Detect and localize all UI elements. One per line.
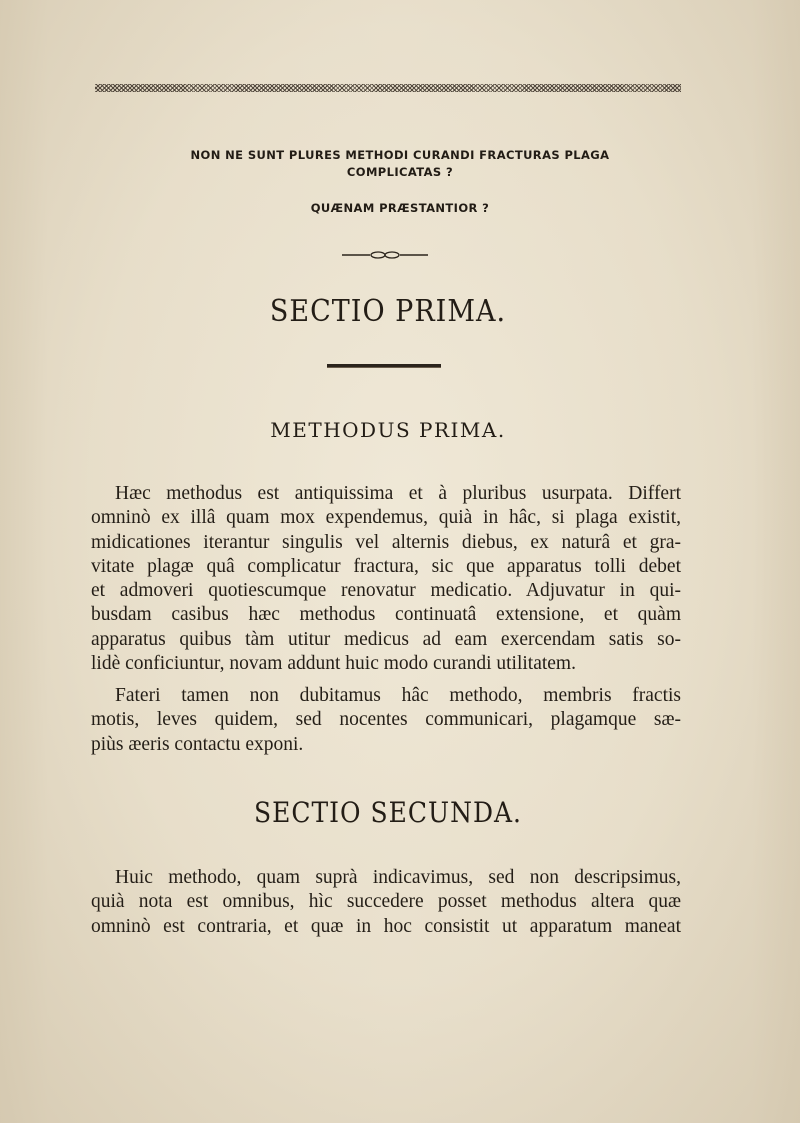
- text-line: omninò ex illâ quam mox expendemus, quià in hâc, si plaga existit,: [91, 507, 681, 529]
- text-line: quià nota est omnibus, hìc succedere posset methodus altera quæ: [91, 891, 681, 913]
- paragraph-2: [91, 684, 681, 757]
- text-line: Hæc methodus est antiquissima et à pluribus usurpata. Differt: [115, 483, 681, 504]
- text-line: midicationes iterantur singulis vel alternis diebus, ex naturâ et gra-: [91, 531, 681, 553]
- paragraph-3: [91, 866, 681, 939]
- text-line: Fateri tamen non dubitamus hâc methodo, membris fractis: [115, 685, 681, 706]
- question-subheading: QUÆNAM PRÆSTANTIOR ?: [310, 201, 490, 215]
- text-line: omninò est contraria, et quæ in hoc consistit ut apparatum maneat: [91, 915, 681, 937]
- section-title-secunda: SECTIO SECUNDA.: [254, 796, 522, 829]
- text-line: apparatus quibus tàm utitur medicus ad eam exercendam satis so-: [91, 628, 681, 650]
- text-line: piùs æeris contactu exponi.: [91, 733, 304, 755]
- text-line: vitate plagæ quâ complicatur fractura, sic que apparatus tolli debet: [91, 555, 681, 577]
- top-decorative-rule: [95, 84, 681, 92]
- paragraph-1: [91, 482, 681, 676]
- text-line: motis, leves quidem, sed nocentes communicari, plagamque sæ-: [91, 709, 681, 731]
- question-line-1: NON NE SUNT PLURES METHODI CURANDI FRACTURAS PLAGA: [190, 148, 610, 162]
- method-title-prima: METHODUS PRIMA.: [270, 418, 506, 442]
- question-line-2: COMPLICATAS ?: [346, 165, 454, 179]
- section-divider-rule: [327, 364, 441, 368]
- text-line: lidè conficiuntur, novam addunt huic modo curandi utilitatem.: [91, 653, 576, 675]
- ornament-divider: [340, 248, 430, 262]
- text-line: Huic methodo, quam suprà indicavimus, sed non descripsimus,: [115, 867, 681, 888]
- section-title-prima: SECTIO PRIMA.: [269, 294, 507, 329]
- text-line: busdam casibus hæc methodus continuatâ extensione, et quàm: [91, 604, 681, 626]
- question-heading: [100, 147, 700, 181]
- text-line: et admoveri quotiescumque renovatur medicatio. Adjuvatur in qui-: [91, 580, 681, 602]
